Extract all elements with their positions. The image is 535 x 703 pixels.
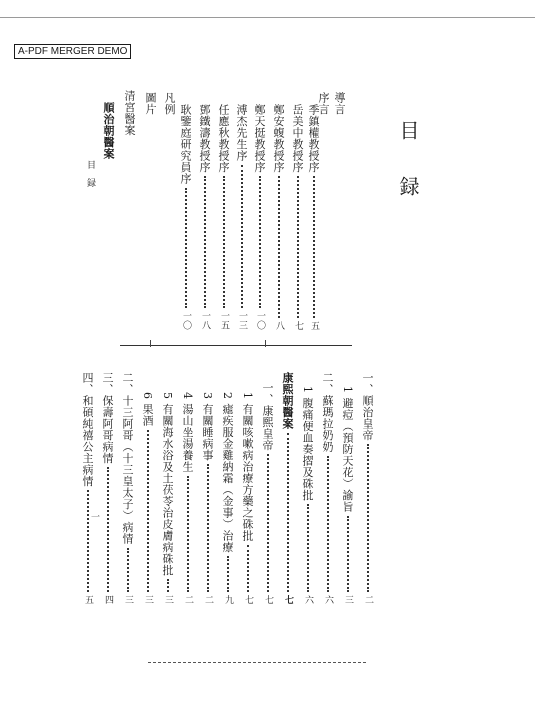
page-number: 二	[203, 594, 213, 604]
toc-entry	[308, 104, 319, 330]
page-number: 三	[343, 594, 353, 604]
toc-entry	[82, 372, 93, 604]
leader-dots	[297, 176, 299, 318]
leader-dots	[227, 556, 229, 592]
leader-dots	[204, 176, 206, 308]
entry-text: 4 湯山坐湯養生	[181, 392, 194, 473]
page-number: 三	[123, 594, 133, 604]
toc-entry	[302, 386, 313, 604]
entry-text: 1 避痘（預防天花）諭旨	[341, 386, 354, 513]
leader-dots	[187, 476, 189, 592]
entry-text: 鄭天挺教授序	[253, 104, 266, 173]
watermark-label: A-PDF MERGER DEMO	[14, 44, 131, 59]
page-number: 七	[293, 320, 303, 330]
leader-dots	[347, 516, 349, 592]
toc-entry	[145, 92, 156, 115]
page-title: 目 録	[396, 120, 420, 204]
toc-entry	[322, 372, 333, 604]
leader-dots	[247, 545, 249, 592]
page-number: 七	[263, 594, 273, 604]
page-number: 六	[303, 594, 313, 604]
leader-dots	[307, 504, 309, 592]
running-footer: 一	[89, 512, 99, 521]
entry-text: 3 有關睡病事	[201, 392, 214, 461]
entry-text: 清宮醫案	[123, 90, 136, 136]
entry-text: 季鎮權教授序	[307, 104, 320, 173]
entry-text: 溥杰先生序	[235, 104, 248, 162]
toc-entry	[242, 392, 253, 604]
entry-text: 四、和碩純禧公主病情	[81, 372, 94, 487]
bottom-rule	[148, 662, 366, 663]
page-number: 一八	[200, 311, 210, 330]
leader-dots	[87, 490, 89, 592]
toc-entry	[342, 386, 353, 604]
page-number: 四	[103, 594, 113, 604]
fold-mark	[265, 340, 266, 347]
toc-entry	[292, 104, 303, 330]
toc-entry	[164, 92, 175, 115]
toc-entry	[122, 372, 133, 604]
toc-entry	[180, 104, 191, 330]
toc-entry	[218, 104, 229, 330]
toc-entry	[162, 392, 173, 604]
leader-dots	[107, 467, 109, 592]
leader-dots	[147, 430, 149, 592]
leader-dots	[127, 548, 129, 592]
page-number: 七	[243, 594, 253, 604]
leader-dots	[223, 176, 225, 308]
entry-text: 康熙朝醫案	[281, 372, 294, 430]
toc-section-heading	[103, 102, 114, 160]
page-number: 三	[163, 594, 173, 604]
toc-entry	[199, 104, 210, 330]
toc-entry	[262, 382, 273, 604]
leader-dots	[327, 456, 329, 592]
entry-text: 岳美中教授序	[291, 104, 304, 173]
entry-text: 圖片	[144, 92, 157, 115]
leader-dots	[241, 165, 243, 309]
entry-text: 6 果酒	[141, 392, 154, 427]
leader-dots	[367, 444, 369, 592]
toc-entry	[362, 372, 373, 604]
entry-text: 任應秋教授序	[217, 104, 230, 173]
entry-text: 導言	[333, 92, 346, 115]
entry-text: 耿鑒庭研究員序	[179, 104, 192, 185]
toc-section-heading	[282, 372, 293, 604]
entry-text: 二、蘇瑪拉奶奶	[321, 372, 334, 453]
entry-text: 鄭安蝮教授序	[272, 104, 285, 173]
toc-entry	[334, 92, 345, 115]
leader-dots	[278, 176, 280, 318]
entry-text: 5 有關海水浴及土茯苓治皮膚病硃批	[161, 392, 174, 576]
running-footer: 目 録	[85, 160, 95, 187]
leader-dots	[259, 176, 261, 308]
page-number: 一〇	[255, 311, 265, 330]
page-number: 一三	[237, 311, 247, 330]
entry-text: 2 瘧疾服金雞納霜（金事）治療	[221, 392, 234, 553]
leader-dots	[167, 579, 169, 592]
fold-mark	[150, 340, 151, 347]
entry-text: 一、順治皇帝	[361, 372, 374, 441]
page-number: 七	[283, 594, 293, 604]
page-number: 一五	[219, 311, 229, 330]
page-number: 一〇	[181, 311, 191, 330]
toc-entry	[222, 392, 233, 604]
leader-dots	[313, 176, 315, 318]
toc-entry	[182, 392, 193, 604]
toc-entry	[254, 104, 265, 330]
page-number: 二	[363, 594, 373, 604]
entry-text: 三、保壽阿哥病情	[101, 372, 114, 464]
page-number: 六	[323, 594, 333, 604]
page-number: 五	[309, 320, 319, 330]
entry-text: 1 腹痛便血奏摺及硃批	[301, 386, 314, 501]
leader-dots	[267, 454, 269, 592]
toc-entry	[124, 90, 135, 136]
entry-text: 鄧鐵濤教授序	[198, 104, 211, 173]
leader-dots	[287, 433, 289, 592]
entry-text: 序言	[317, 92, 330, 115]
toc-entry	[236, 104, 247, 330]
page-number: 九	[223, 594, 233, 604]
entry-text: 順治朝醫案	[102, 102, 115, 160]
toc-entry	[273, 104, 284, 330]
page-number: 八	[274, 320, 284, 330]
toc-entry	[102, 372, 113, 604]
page-number: 二	[183, 594, 193, 604]
entry-text: 一、康熙皇帝	[261, 382, 274, 451]
toc-entry	[142, 392, 153, 604]
leader-dots	[185, 188, 187, 309]
page-number: 五	[83, 594, 93, 604]
entry-text: 二、十三阿哥（十三皇太子）病情	[121, 372, 134, 545]
page-number: 三	[143, 594, 153, 604]
separator-line	[120, 345, 352, 346]
entry-text: 凡例	[163, 92, 176, 115]
entry-text: 1 有關咳嗽病治療方藥之硃批	[241, 392, 254, 542]
leader-dots	[207, 464, 209, 592]
toc-entry	[202, 392, 213, 604]
